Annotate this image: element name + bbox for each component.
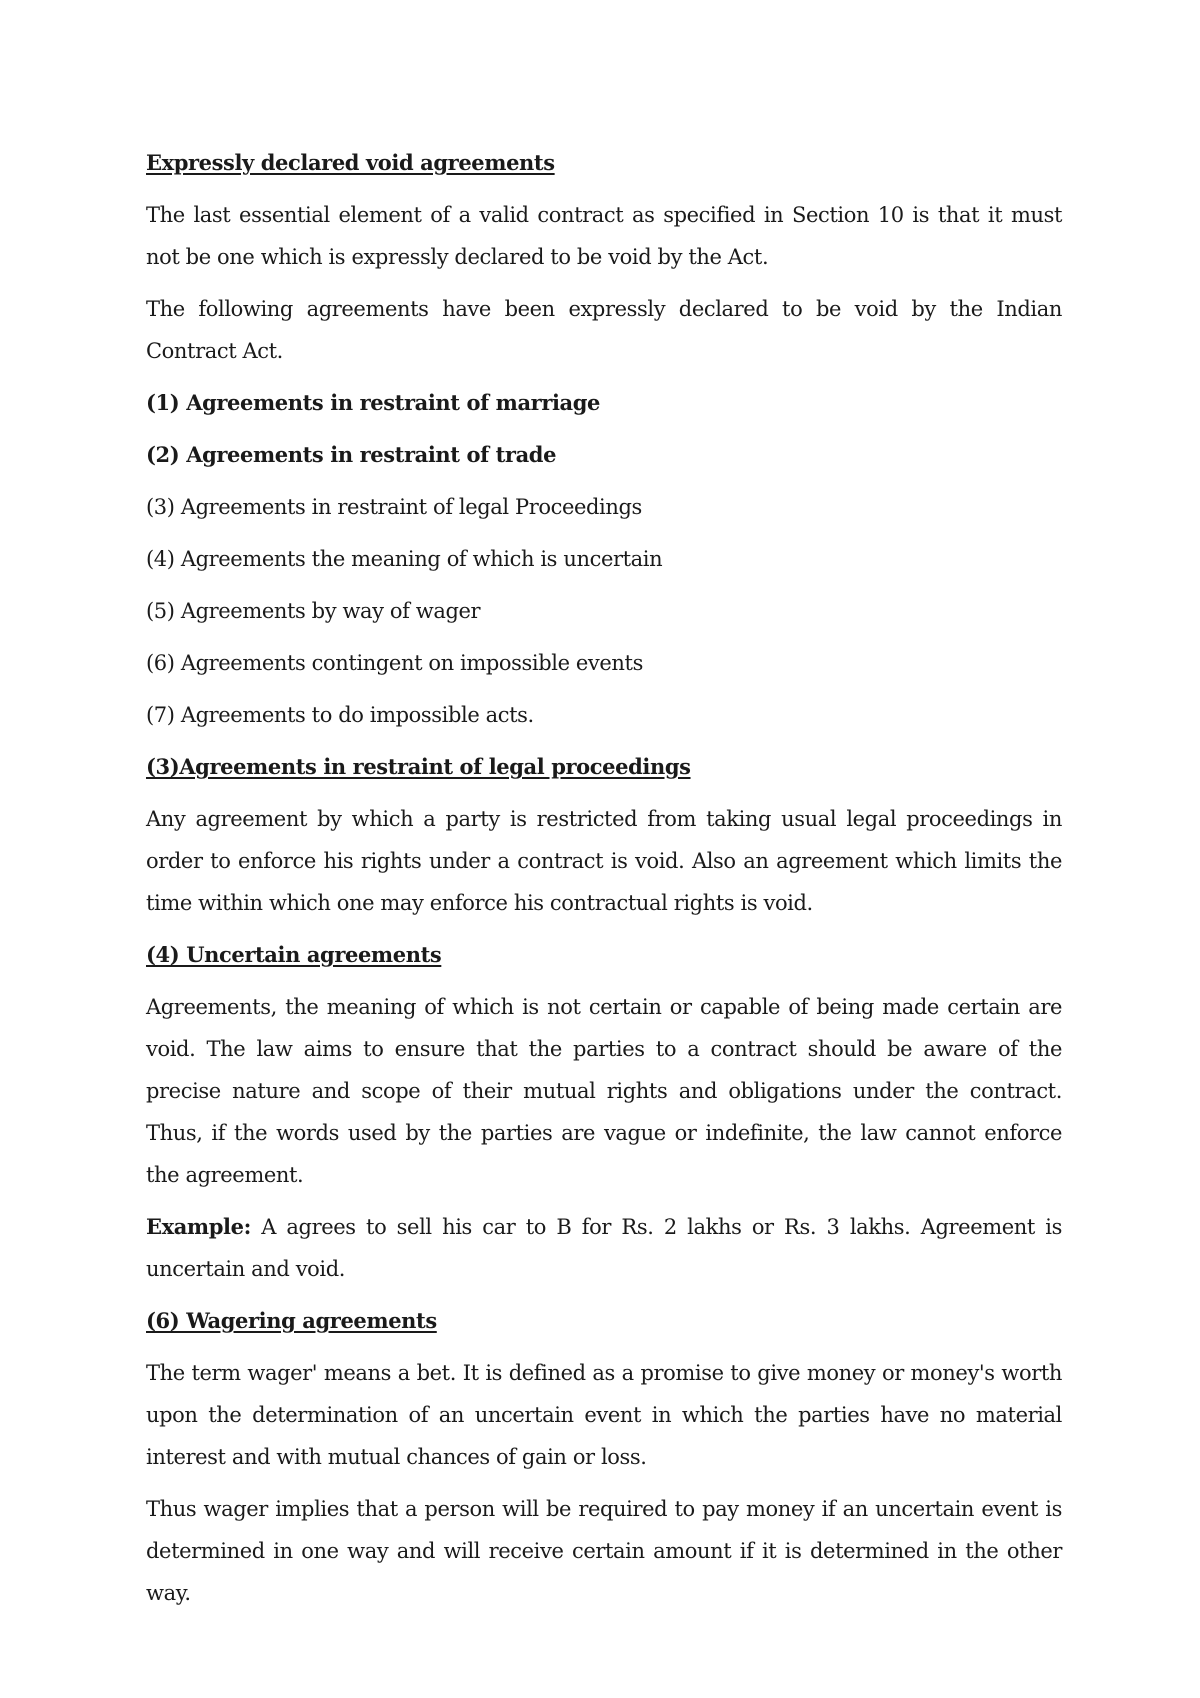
- section-6-paragraph-2: Thus wager implies that a person will be required to pay money if an uncertain event is determined in one way and will receive certain amount if it is determined in the other way.: [146, 1497, 1062, 1605]
- document-body: [146, 142, 1062, 1624]
- section-3-heading: (3)Agreements in restraint of legal proceedings: [146, 754, 691, 779]
- list-item-5: (5) Agreements by way of wager: [146, 599, 481, 623]
- section-3-paragraph: Any agreement by which a party is restricted from taking usual legal proceedings in order to enforce his rights under a contract is void. Also an agreement which limits the time within which one may enforce his contractual rights is void.: [146, 807, 1062, 915]
- intro-paragraph-1: The last essential element of a valid contract as specified in Section 10 is that it must not be one which is expressly declared to be void by the Act.: [146, 203, 1062, 269]
- section-4-heading: (4) Uncertain agreements: [146, 942, 442, 967]
- section-4-paragraph: Agreements, the meaning of which is not certain or capable of being made certain are void. The law aims to ensure that the parties to a contract should be aware of the precise nature and scope of their mutual rights and obligations under the contract. Thus, if the words used by the parties are vague or indefinite, the law cannot enforce the agreement.: [146, 995, 1062, 1187]
- section-6-heading: (6) Wagering agreements: [146, 1308, 437, 1333]
- main-heading: Expressly declared void agreements: [146, 150, 555, 175]
- example-paragraph: [146, 1206, 1062, 1290]
- list-item-6: (6) Agreements contingent on impossible events: [146, 651, 643, 675]
- list-item-7: (7) Agreements to do impossible acts.: [146, 703, 534, 727]
- list-item-3: (3) Agreements in restraint of legal Proceedings: [146, 495, 642, 519]
- list-item-1: (1) Agreements in restraint of marriage: [146, 390, 601, 415]
- intro-paragraph-2: The following agreements have been expressly declared to be void by the Indian Contract Act.: [146, 297, 1062, 363]
- list-item-2: (2) Agreements in restraint of trade: [146, 442, 557, 467]
- example-text: A agrees to sell his car to B for Rs. 2 lakhs or Rs. 3 lakhs. Agreement is uncertain and void.: [146, 1215, 1062, 1281]
- example-label: Example:: [146, 1214, 251, 1239]
- list-item-4: (4) Agreements the meaning of which is uncertain: [146, 547, 663, 571]
- section-6-paragraph-1: The term wager' means a bet. It is defined as a promise to give money or money's worth upon the determination of an uncertain event in which the parties have no material interest and with mutual chances of gain or loss.: [146, 1361, 1062, 1469]
